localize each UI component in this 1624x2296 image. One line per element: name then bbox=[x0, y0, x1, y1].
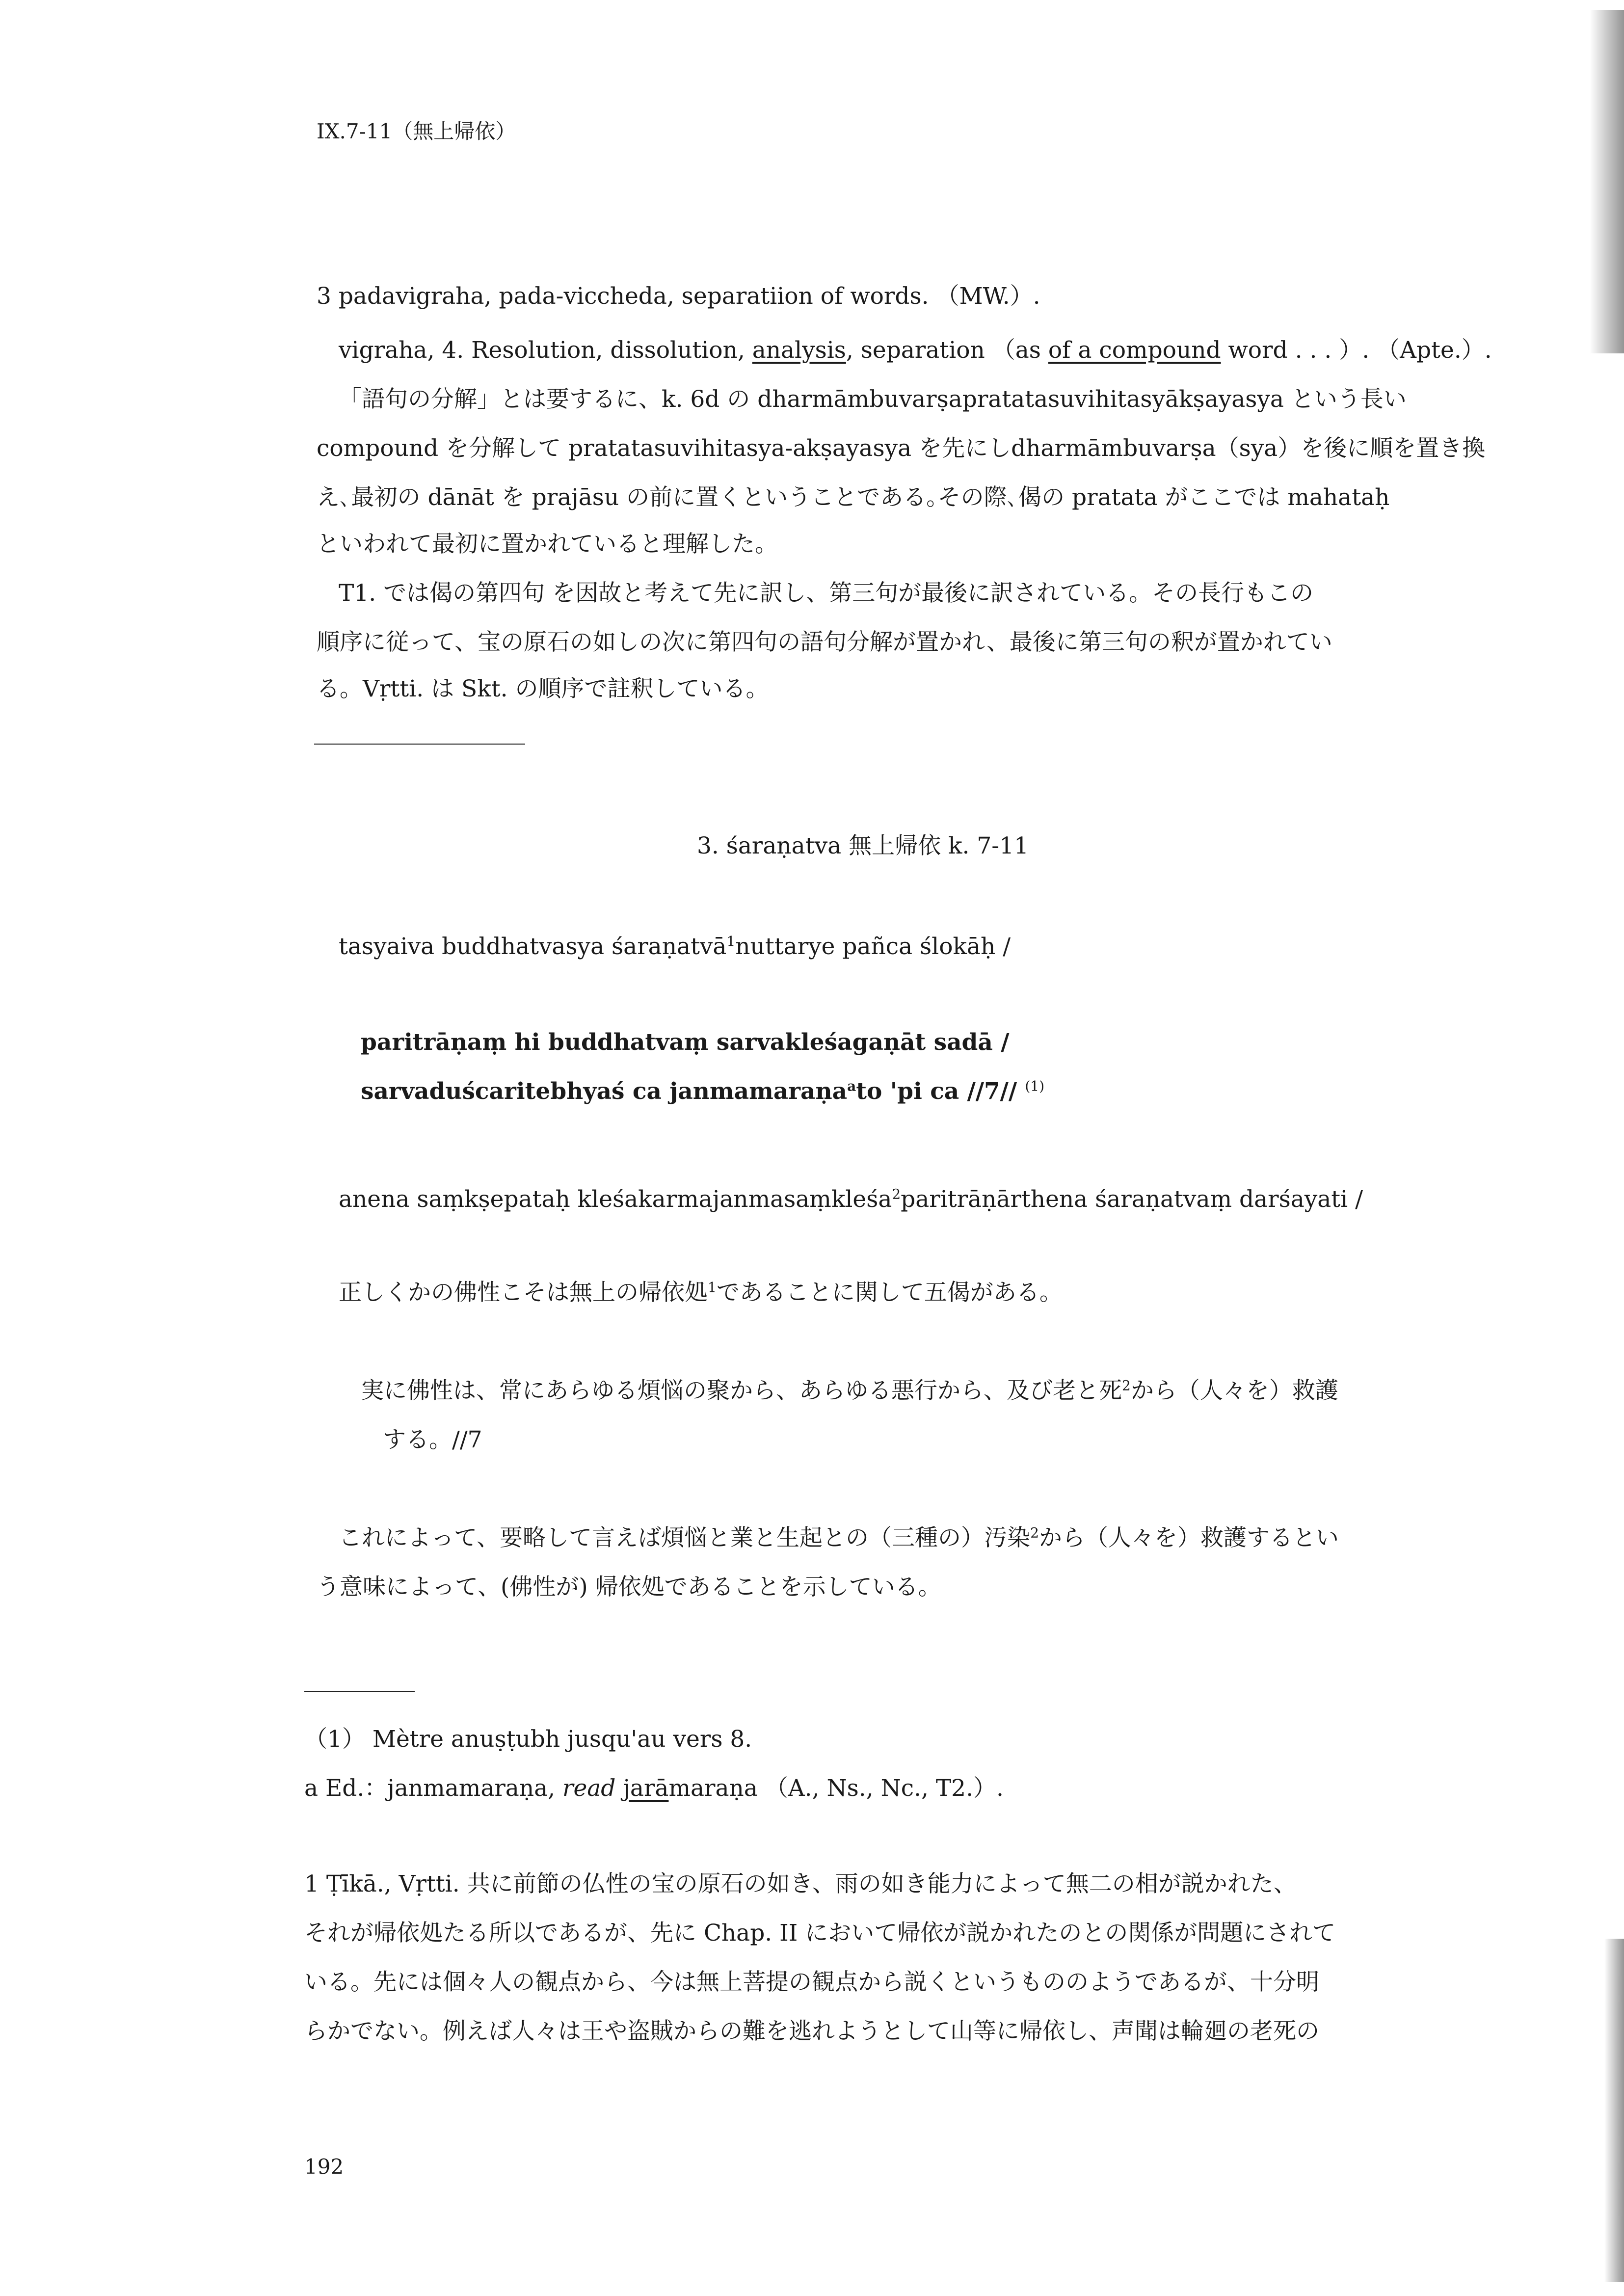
translation-commentary-footnote-ref: 2 bbox=[1030, 1524, 1039, 1541]
note-3-line-6: といわれて最初に置かれていると理解した。 bbox=[317, 531, 778, 558]
verse-7-line-1: paritrāṇaṃ hi buddhatvaṃ sarvakleśagaṇāt sadā / bbox=[361, 1029, 1010, 1056]
sanskrit-intro-b: nuttarye pañca ślokāḥ / bbox=[735, 933, 1011, 960]
note-3-line-2-a: vigraha, 4. Resolution, dissolution, bbox=[339, 337, 752, 364]
sanskrit-intro-a: tasyaiva buddhatvasya śaraṇatvā bbox=[339, 933, 727, 960]
note-3-line-2 bbox=[339, 339, 1492, 362]
footnote-a-part-1: a Ed.：janmamaraṇa, bbox=[304, 1775, 562, 1802]
note-1-line-3: いる。先には個々人の観点から、今は無上菩提の観点から説くというもののようであるが、十分明 bbox=[304, 1969, 1319, 1996]
note-3-line-2-b: , separation （as bbox=[846, 337, 1048, 364]
note-3-line-9: る。Vṛtti. は Skt. の順序で註釈している。 bbox=[317, 675, 769, 702]
footnote-a-underlined-jara: jarā bbox=[623, 1775, 669, 1802]
sanskrit-intro bbox=[339, 935, 1011, 958]
underlined-analysis: analysis bbox=[752, 337, 846, 364]
footnote-a-space bbox=[615, 1775, 623, 1802]
note-1-line-1: 1 Ṭīkā., Vṛtti. 共に前節の仏性の宝の原石の如き、雨の如き能力によって無二の相が説かれた、 bbox=[304, 1870, 1297, 1897]
translation-commentary-a: これによって、要略して言えば煩悩と業と生起との（三種の）汚染 bbox=[339, 1524, 1031, 1551]
note-3-line-3: 「語句の分解」とは要するに、k. 6d の dharmāmbuvarṣapratatasuvihitasyākṣayasya という長い bbox=[339, 386, 1407, 413]
note-3-line-7: T1. では偈の第四句 を因故と考えて先に訳し、第三句が最後に訳されている。その長行もこの bbox=[339, 580, 1314, 607]
scan-shadow-bottom bbox=[1604, 1939, 1624, 2282]
translation-commentary-b: から（人々を）救護するとい bbox=[1038, 1524, 1339, 1551]
running-head: IX.7-11（無上帰依） bbox=[317, 119, 516, 143]
footnote-divider bbox=[304, 1691, 415, 1692]
translation-verse-line-2: する。//7 bbox=[383, 1426, 482, 1453]
section-heading: 3. śaraṇatva 無上帰依 k. 7-11 bbox=[697, 832, 1029, 859]
footnote-1: （1） Mètre anuṣṭubh jusqu'au vers 8. bbox=[304, 1726, 752, 1753]
translation-commentary-line-1 bbox=[339, 1526, 1339, 1549]
footnote-a bbox=[304, 1777, 1004, 1800]
translation-intro-b: であることに関して五偈がある。 bbox=[716, 1279, 1063, 1306]
page-number: 192 bbox=[304, 2155, 344, 2179]
verse-7-line-2-b: to 'pi ca //7// bbox=[856, 1078, 1025, 1105]
translation-verse-b: から（人々を）救護 bbox=[1130, 1377, 1338, 1404]
verse-7-variant-ref: a bbox=[847, 1078, 856, 1095]
verse-7-line-2-a: sarvaduścaritebhyaś ca janmamaraṇa bbox=[361, 1078, 848, 1105]
translation-intro-footnote-ref: 1 bbox=[708, 1279, 717, 1296]
sanskrit-commentary-a: anena saṃkṣepataḥ kleśakarmajanmasaṃkleśa bbox=[339, 1186, 892, 1213]
verse-7-note-ref: (1) bbox=[1025, 1078, 1045, 1095]
sanskrit-commentary-footnote-ref: 2 bbox=[892, 1186, 901, 1202]
translation-intro-a: 正しくかの佛性こそは無上の帰依処 bbox=[339, 1279, 708, 1306]
note-3-line-4: compound を分解して pratatasuvihitasya-akṣayasya を先にしdharmāmbuvarṣa（sya）を後に順を置き換 bbox=[317, 435, 1486, 462]
underlined-of-a-compound: of a compound bbox=[1048, 337, 1221, 364]
note-1-line-4: らかでない。例えば人々は王や盗賊からの難を逃れようとして山等に帰依し、声聞は輪廻の老死の bbox=[304, 2018, 1319, 2045]
translation-verse-footnote-ref: 2 bbox=[1122, 1377, 1131, 1394]
note-3-line-8: 順序に従って、宝の原石の如しの次に第四句の語句分解が置かれ、最後に第三句の釈が置かれてい bbox=[317, 629, 1332, 656]
scan-shadow-top bbox=[1590, 10, 1624, 353]
note-3-line-2-c: word . . . ）. （Apte.）. bbox=[1221, 337, 1492, 364]
footnote-a-read: read bbox=[562, 1775, 616, 1802]
translation-verse-a: 実に佛性は、常にあらゆる煩悩の聚から、あらゆる悪行から、及び老と死 bbox=[361, 1377, 1122, 1404]
translation-commentary-line-2: う意味によって、(佛性が) 帰依処であることを示している。 bbox=[317, 1574, 941, 1601]
note-3-line-5: え､最初の dānāt を prajāsu の前に置くということである｡その際､偈の pratata がここでは mahataḥ bbox=[317, 484, 1390, 511]
sanskrit-commentary-b: paritrāṇārthena śaraṇatvaṃ darśayati / bbox=[901, 1186, 1363, 1213]
note-1-line-2: それが帰依処たる所以であるが、先に Chap. II において帰依が説かれたのとの関係が問題にされて bbox=[304, 1920, 1336, 1947]
verse-7-line-2 bbox=[361, 1080, 1044, 1103]
note-divider bbox=[314, 744, 525, 745]
translation-verse-line-1 bbox=[361, 1379, 1338, 1402]
note-3-line-1: 3 padavigraha, pada-viccheda, separatiion of words. （MW.）. bbox=[317, 283, 1040, 310]
footnote-a-part-2: maraṇa （A., Ns., Nc., T2.）. bbox=[668, 1775, 1004, 1802]
sanskrit-intro-footnote-ref: 1 bbox=[726, 933, 736, 950]
translation-intro bbox=[339, 1281, 1063, 1304]
sanskrit-commentary bbox=[339, 1188, 1363, 1211]
